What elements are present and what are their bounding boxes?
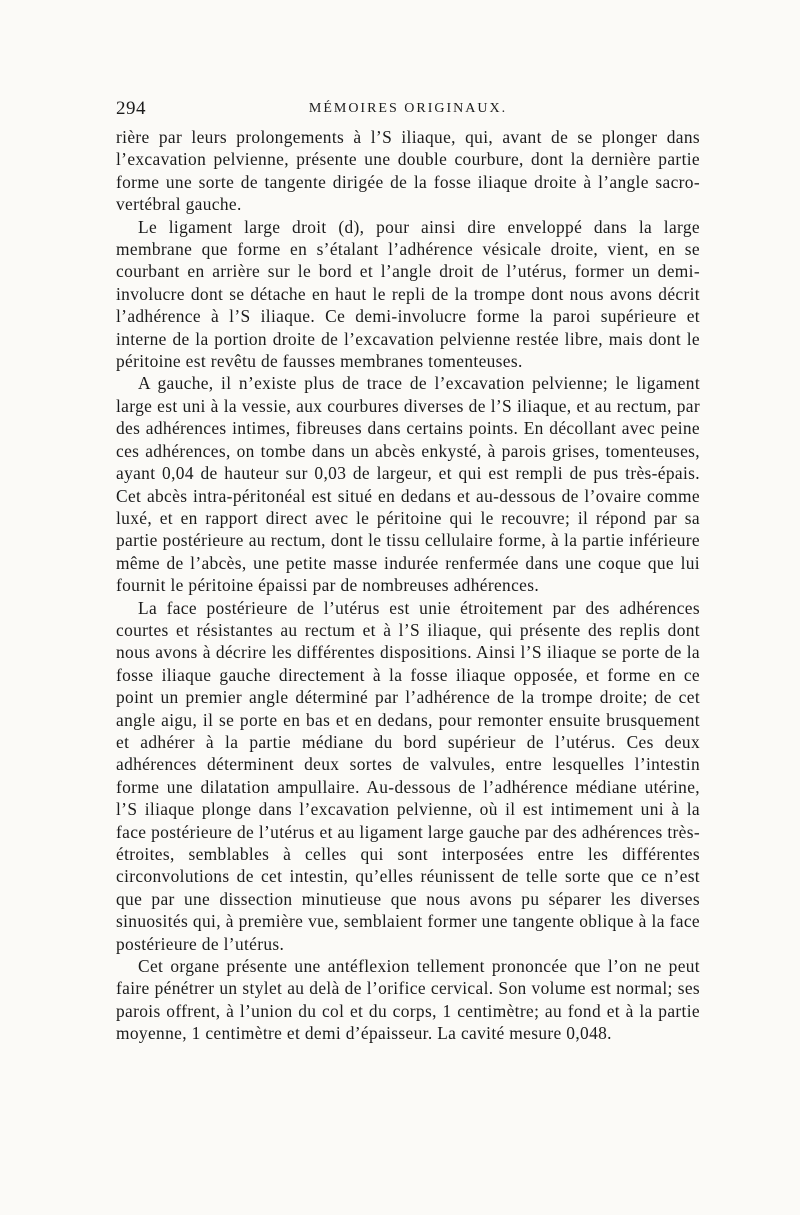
body-text [116, 126, 700, 1045]
paragraph-continuation: rière par leurs prolongements à l’S iliaque, qui, avant de se plonger dans l’excavation pelvienne, présente une double courbure, dont la dernière partie forme une sorte de tangente dirigée de la fosse iliaque droite à l’angle sacro-vertébral gauche. [116, 127, 700, 215]
paragraph-face-posterieure: La face postérieure de l’utérus est unie étroitement par des adhérences courtes et résistantes au rectum et à l’S iliaque, qui présente des replis dont nous avons à décrire les différentes dispositions. Ainsi l’S iliaque se porte de la fosse iliaque gauche directement à la fosse iliaque opposée, et forme en ce point un premier angle déterminé par l’adhérence de la trompe droite; de cet angle aigu, il se porte en bas et en dedans, pour remonter ensuite brusquement et adhérer à la partie médiane du bord supérieur de l’utérus. Ces deux adhérences déterminent deux sortes de valvules, entre lesquelles l’intestin forme une dilatation ampullaire. Au-dessous de l’adhérence médiane utérine, l’S iliaque plonge dans l’excavation pelvienne, où il est intimement uni à la face postérieure de l’utérus et au ligament large gauche par des adhérences très-étroites, semblables à celles qui sont interposées entre les différentes circonvolutions de cet intestin, qu’elles réunissent de telle sorte que ce n’est que par une dissection minutieuse que nous avons pu séparer les diverses sinuosités qui, à première vue, semblaient former une tangente oblique à la face postérieure de l’utérus. [116, 597, 700, 954]
page-header [116, 98, 700, 124]
paragraph-ligament-large-droit: Le ligament large droit (d), pour ainsi dire enveloppé dans la large membrane que forme en s’étalant l’adhérence vésicale droite, vient, en se courbant en arrière sur le bord et l’angle droit de l’utérus, former un demi-involucre dont se détache en haut le repli de la trompe dont nous avons décrit l’adhérence à l’S iliaque. Ce demi-involucre forme la paroi supérieure et interne de la portion droite de l’excavation pelvienne restée libre, mais dont le péritoine est revêtu de fausses membranes tomenteuses. [116, 216, 700, 372]
paragraph-cet-organe: Cet organe présente une antéflexion tellement prononcée que l’on ne peut faire pénétrer un stylet au delà de l’orifice cervical. Son volume est normal; ses parois offrent, à l’union du col et du corps, 1 centimètre; au fond et à la partie moyenne, 1 centimètre et demi d’épaisseur. La cavité mesure 0,048. [116, 956, 700, 1044]
paragraph-a-gauche: A gauche, il n’existe plus de trace de l’excavation pelvienne; le ligament large est uni à la vessie, aux courbures diverses de l’S iliaque, et au rectum, par des adhérences intimes, fibreuses dans certains points. En décollant avec peine ces adhérences, on tombe dans un abcès enkysté, à parois grises, tomenteuses, ayant 0,04 de hauteur sur 0,03 de largeur, et qui est rempli de pus très-épais. Cet abcès intra-péritonéal est situé en dedans et au-dessous de l’ovaire comme luxé, et en rapport direct avec le péritoine qui le recouvre; il répond par sa partie postérieure au rectum, dont le tissu cellulaire forme, à la partie inférieure même de l’abcès, une petite masse indurée renfermée dans une coque que lui fournit le péritoine épaissi par de nombreuses adhérences. [116, 373, 700, 596]
running-title: MÉMOIRES ORIGINAUX. [308, 101, 508, 116]
page-number: 294 [116, 98, 146, 119]
document-page [116, 98, 700, 1045]
